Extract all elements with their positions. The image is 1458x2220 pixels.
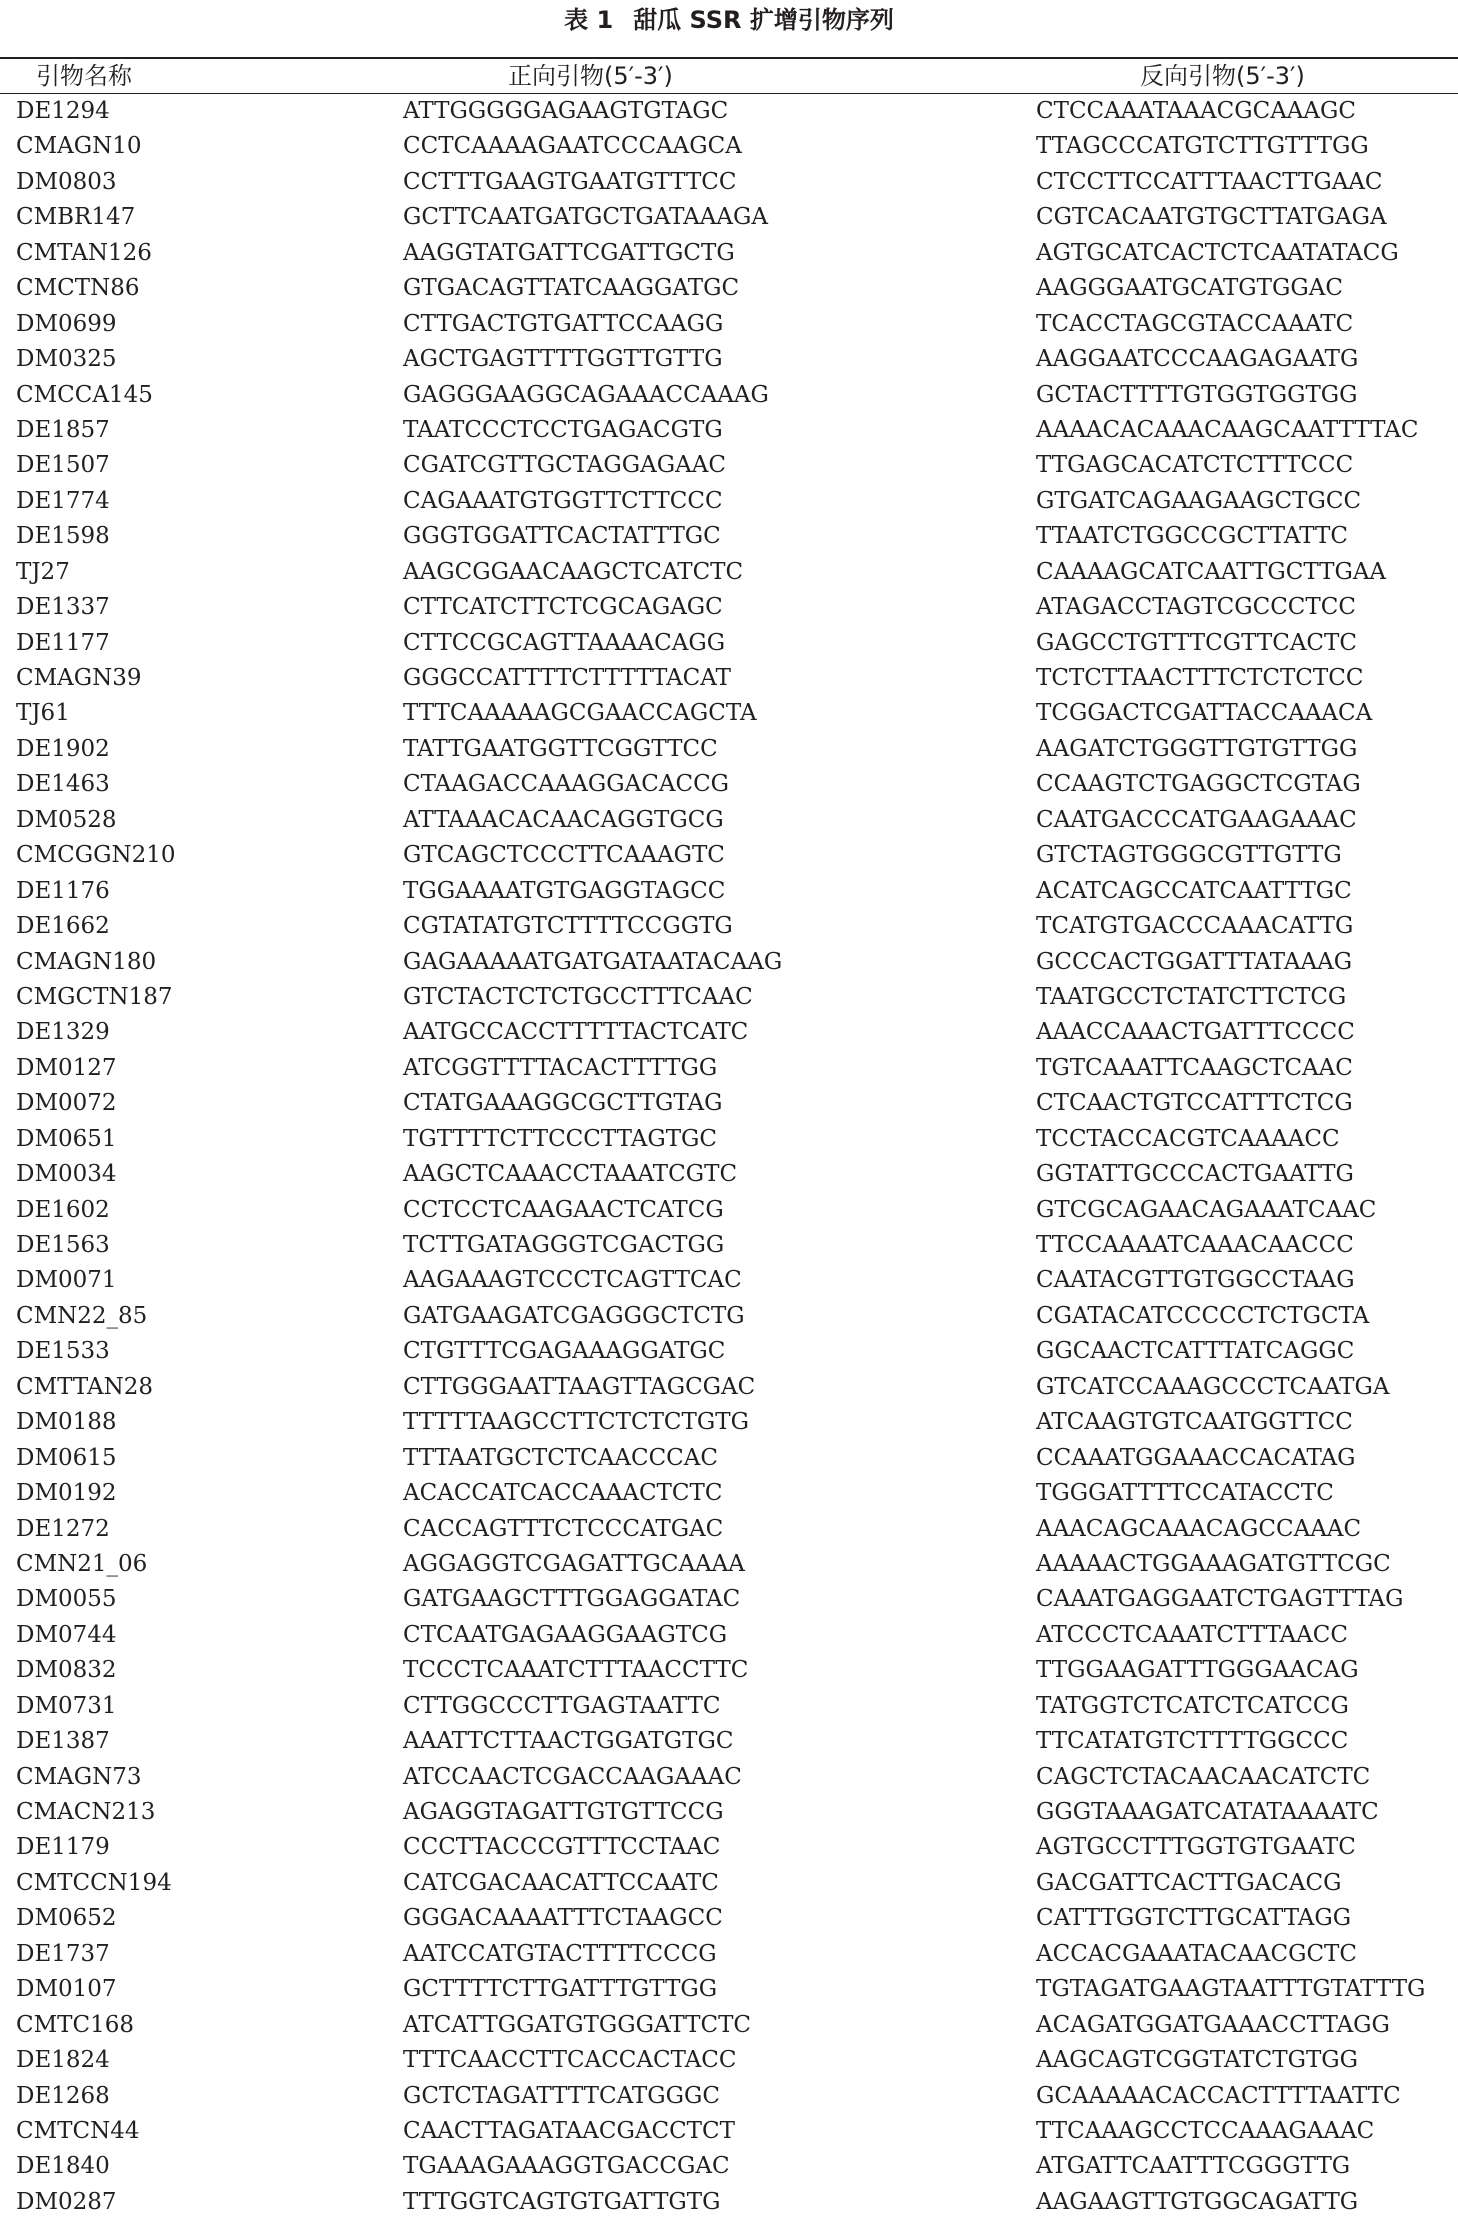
table-row	[0, 1122, 1458, 1157]
header-forward-primer: 正向引物(5′-3′)	[508, 62, 673, 90]
forward-primer-cell: AAATTCTTAACTGGATGTGC	[403, 1728, 734, 1755]
reverse-primer-cell: GTCGCAGAACAGAAATCAAC	[1036, 1196, 1377, 1223]
table-row	[0, 1405, 1458, 1440]
reverse-primer-cell: CAAATGAGGAATCTGAGTTTAG	[1036, 1586, 1404, 1613]
forward-primer-cell: GATGAAGATCGAGGGCTCTG	[403, 1302, 745, 1329]
primer-name-cell: CMTTAN28	[16, 1373, 154, 1400]
forward-primer-cell: GGGTGGATTCACTATTTGC	[403, 523, 721, 550]
table-row	[0, 1015, 1458, 1050]
forward-primer-cell: ATCATTGGATGTGGGATTCTC	[403, 2011, 752, 2038]
primer-name-cell: DE1177	[16, 629, 110, 656]
table-row	[0, 200, 1458, 235]
forward-primer-cell: ATCGGTTTTACACTTTTGG	[403, 1054, 718, 1081]
table-header-row	[0, 59, 1458, 93]
table-row	[0, 1441, 1458, 1476]
header-primer-name: 引物名称	[36, 62, 132, 90]
reverse-primer-cell: AAGGAATCCCAAGAGAATG	[1036, 346, 1359, 373]
forward-primer-cell: GTGACAGTTATCAAGGATGC	[403, 275, 740, 302]
table-row	[0, 1157, 1458, 1192]
table-row	[0, 1724, 1458, 1759]
forward-primer-cell: GCTTTTCTTGATTTGTTGG	[403, 1976, 718, 2003]
forward-primer-cell: ATTGGGGGAGAAGTGTAGC	[403, 98, 729, 124]
reverse-primer-cell: ATGATTCAATTTCGGGTTG	[1036, 2153, 1351, 2180]
primer-name-cell: DE1662	[16, 913, 110, 940]
table-row	[0, 1760, 1458, 1795]
primer-name-cell: DM0188	[16, 1409, 117, 1436]
table-row	[0, 2008, 1458, 2043]
reverse-primer-cell: TTCAAAGCCTCCAAAGAAAC	[1036, 2117, 1375, 2144]
forward-primer-cell: GCTCTAGATTTTCATGGGC	[403, 2082, 720, 2109]
reverse-primer-cell: GTCATCCAAAGCCCTCAATGA	[1036, 1373, 1390, 1400]
primer-name-cell: DE1602	[16, 1196, 110, 1223]
primer-name-cell: DE1387	[16, 1728, 110, 1755]
table-row	[0, 1086, 1458, 1121]
primer-name-cell: CMAGN180	[16, 948, 157, 975]
table-row	[0, 803, 1458, 838]
forward-primer-cell: TATTGAATGGTTCGGTTCC	[403, 735, 718, 762]
primer-name-cell: DM0731	[16, 1692, 117, 1719]
primer-name-cell: DE1840	[16, 2153, 110, 2180]
table-row	[0, 1476, 1458, 1511]
reverse-primer-cell: TGGGATTTTCCATACCTC	[1036, 1480, 1334, 1507]
forward-primer-cell: AGGAGGTCGAGATTGCAAAA	[403, 1550, 745, 1577]
forward-primer-cell: AATCCATGTACTTTTCCCG	[403, 1940, 717, 1967]
table-row	[0, 271, 1458, 306]
forward-primer-cell: TGAAAGAAAGGTGACCGAC	[403, 2153, 730, 2180]
table-row	[0, 1228, 1458, 1263]
forward-primer-cell: AGAGGTAGATTGTGTTCCG	[403, 1799, 724, 1825]
reverse-primer-cell: CTCCAAATAAACGCAAAGC	[1036, 98, 1356, 124]
forward-primer-cell: CCTCAAAAGAATCCCAAGCA	[403, 133, 742, 160]
table-row	[0, 2043, 1458, 2078]
reverse-primer-cell: TCGGACTCGATTACCAAACA	[1036, 700, 1373, 727]
reverse-primer-cell: GGGTAAAGATCATATAAAATC	[1036, 1799, 1379, 1825]
forward-primer-cell: AATGCCACCTTTTTACTCATC	[403, 1019, 749, 1046]
table-row	[0, 1972, 1458, 2007]
forward-primer-cell: CTTCATCTTCTCGCAGAGC	[403, 594, 723, 621]
primer-name-cell: CMTAN126	[16, 239, 152, 266]
reverse-primer-cell: GGCAACTCATTTATCAGGC	[1036, 1338, 1355, 1365]
primer-name-cell: DM0652	[16, 1905, 117, 1932]
primer-name-cell: DM0072	[16, 1090, 117, 1117]
reverse-primer-cell: TTGAGCACATCTCTTTCCC	[1036, 452, 1354, 479]
table-row	[0, 129, 1458, 164]
forward-primer-cell: CTTGGCCCTTGAGTAATTC	[403, 1692, 721, 1719]
forward-primer-cell: CTGTTTCGAGAAAGGATGC	[403, 1338, 726, 1365]
reverse-primer-cell: CTCCTTCCATTTAACTTGAAC	[1036, 168, 1383, 195]
table-row	[0, 1299, 1458, 1334]
primer-name-cell: DE1294	[16, 98, 110, 124]
primer-name-cell: DE1737	[16, 1940, 110, 1967]
table-row	[0, 448, 1458, 483]
reverse-primer-cell: AAACCAAACTGATTTCCCC	[1036, 1019, 1355, 1046]
forward-primer-cell: TGTTTTCTTCCCTTAGTGC	[403, 1125, 718, 1152]
forward-primer-cell: AGCTGAGTTTTGGTTGTTG	[403, 346, 723, 373]
reverse-primer-cell: TCTCTTAACTTTCTCTCTCC	[1036, 665, 1364, 691]
forward-primer-cell: CTTGACTGTGATTCCAAGG	[403, 310, 724, 337]
reverse-primer-cell: CAATGACCCATGAAGAAAC	[1036, 806, 1357, 833]
primer-name-cell: DE1463	[16, 771, 110, 798]
table-row	[0, 413, 1458, 448]
reverse-primer-cell: GACGATTCACTTGACACG	[1036, 1869, 1342, 1896]
table-row	[0, 1937, 1458, 1972]
table-row	[0, 1866, 1458, 1901]
reverse-primer-cell: ACATCAGCCATCAATTTGC	[1036, 877, 1352, 904]
primer-name-cell: CMAGN10	[16, 133, 142, 160]
primer-name-cell: CMTCN44	[16, 2117, 140, 2144]
table-row	[0, 2149, 1458, 2184]
primer-name-cell: DE1176	[16, 877, 110, 904]
table-row	[0, 945, 1458, 980]
primer-name-cell: DM0615	[16, 1444, 117, 1471]
table-row	[0, 909, 1458, 944]
table-row	[0, 1512, 1458, 1547]
primer-name-cell: CMTC168	[16, 2011, 134, 2038]
reverse-primer-cell: AAAACACAAACAAGCAATTTTAC	[1036, 416, 1419, 443]
reverse-primer-cell: CGTCACAATGTGCTTATGAGA	[1036, 204, 1387, 231]
reverse-primer-cell: TCCTACCACGTCAAAACC	[1036, 1125, 1340, 1152]
primer-name-cell: DM0832	[16, 1657, 117, 1684]
reverse-primer-cell: CCAAGTCTGAGGCTCGTAG	[1036, 771, 1361, 798]
primer-name-cell: CMCCA145	[16, 381, 153, 408]
table-row	[0, 1795, 1458, 1830]
reverse-primer-cell: CTCAACTGTCCATTTCTCG	[1036, 1090, 1353, 1117]
primer-name-cell: DE1857	[16, 416, 110, 443]
forward-primer-cell: CGTATATGTCTTTTCCGGTG	[403, 913, 733, 940]
reverse-primer-cell: GTCTAGTGGGCGTTGTTG	[1036, 842, 1342, 869]
table-row	[0, 1193, 1458, 1228]
forward-primer-cell: CCTTTGAAGTGAATGTTTCC	[403, 168, 737, 195]
forward-primer-cell: TCTTGATAGGGTCGACTGG	[403, 1232, 725, 1258]
forward-primer-cell: CTTGGGAATTAAGTTAGCGAC	[403, 1373, 756, 1400]
primer-name-cell: DE1272	[16, 1515, 110, 1542]
forward-primer-cell: CATCGACAACATTCCAATC	[403, 1869, 719, 1896]
reverse-primer-cell: TTAGCCCATGTCTTGTTTGG	[1036, 133, 1369, 160]
reverse-primer-cell: AAGATCTGGGTTGTGTTGG	[1036, 735, 1358, 762]
table-row	[0, 696, 1458, 731]
forward-primer-cell: GAGGGAAGGCAGAAACCAAAG	[403, 381, 769, 408]
reverse-primer-cell: GGTATTGCCCACTGAATTG	[1036, 1161, 1354, 1188]
reverse-primer-cell: ACCACGAAATACAACGCTC	[1036, 1940, 1357, 1967]
primer-name-cell: CMAGN73	[16, 1763, 142, 1790]
table-row	[0, 1618, 1458, 1653]
primer-name-cell: DE1533	[16, 1338, 110, 1365]
primer-name-cell: DE1774	[16, 487, 110, 514]
primer-name-cell: DE1563	[16, 1232, 110, 1258]
forward-primer-cell: CACCAGTTTCTCCCATGAC	[403, 1515, 724, 1542]
primer-name-cell: DE1179	[16, 1834, 110, 1861]
table-row	[0, 1582, 1458, 1617]
forward-primer-cell: CGATCGTTGCTAGGAGAAC	[403, 452, 726, 479]
forward-primer-cell: TGGAAAATGTGAGGTAGCC	[403, 877, 726, 904]
forward-primer-cell: GAGAAAAATGATGATAATACAAG	[403, 948, 783, 975]
table-row	[0, 838, 1458, 873]
forward-primer-cell: ATTAAACACAACAGGTGCG	[403, 806, 724, 833]
primer-name-cell: DM0034	[16, 1161, 117, 1188]
table-row	[0, 165, 1458, 200]
forward-primer-cell: TCCCTCAAATCTTTAACCTTC	[403, 1657, 749, 1684]
forward-primer-cell: AAGCTCAAACCTAAATCGTC	[403, 1161, 738, 1188]
primer-name-cell: DE1329	[16, 1019, 110, 1046]
reverse-primer-cell: GTGATCAGAAGAAGCTGCC	[1036, 487, 1362, 514]
forward-primer-cell: CAGAAATGTGGTTCTTCCC	[403, 487, 723, 514]
primer-name-cell: DM0107	[16, 1976, 117, 2003]
primer-name-cell: CMBR147	[16, 204, 136, 231]
primer-name-cell: DM0803	[16, 168, 117, 195]
table-row	[0, 2114, 1458, 2149]
forward-primer-cell: GTCAGCTCCCTTCAAAGTC	[403, 842, 725, 869]
primer-name-cell: CMN22_85	[16, 1302, 148, 1329]
primer-name-cell: CMN21_06	[16, 1550, 148, 1577]
table-row	[0, 1653, 1458, 1688]
table-row	[0, 378, 1458, 413]
reverse-primer-cell: AAACAGCAAACAGCCAAAC	[1036, 1515, 1362, 1542]
primer-name-cell: DM0192	[16, 1480, 117, 1507]
reverse-primer-cell: CATTTGGTCTTGCATTAGG	[1036, 1905, 1352, 1932]
table-row	[0, 2185, 1458, 2220]
table-number: 表 1	[564, 6, 614, 34]
table-row	[0, 94, 1458, 129]
table-row	[0, 1689, 1458, 1724]
reverse-primer-cell: AGTGCATCACTCTCAATATACG	[1036, 239, 1399, 266]
forward-primer-cell: GTCTACTCTCTGCCTTTCAAC	[403, 983, 753, 1010]
forward-primer-cell: ATCCAACTCGACCAAGAAAC	[403, 1763, 742, 1790]
table-row	[0, 590, 1458, 625]
reverse-primer-cell: GCTACTTTTGTGGTGGTGG	[1036, 381, 1358, 408]
primer-name-cell: TJ27	[16, 558, 70, 585]
reverse-primer-cell: CAAAAGCATCAATTGCTTGAA	[1036, 558, 1387, 585]
reverse-primer-cell: CCAAATGGAAACCACATAG	[1036, 1444, 1356, 1471]
forward-primer-cell: CTCAATGAGAAGGAAGTCG	[403, 1621, 728, 1648]
forward-primer-cell: GGGACAAAATTTCTAAGCC	[403, 1905, 723, 1932]
forward-primer-cell: TTTGGTCAGTGTGATTGTG	[403, 2188, 721, 2215]
primer-name-cell: DE1598	[16, 523, 110, 550]
primer-name-cell: DE1337	[16, 594, 110, 621]
primer-name-cell: DM0699	[16, 310, 117, 337]
table-row	[0, 236, 1458, 271]
reverse-primer-cell: TGTCAAATTCAAGCTCAAC	[1036, 1054, 1353, 1081]
forward-primer-cell: TTTCAAAAAGCGAACCAGCTA	[403, 700, 757, 727]
forward-primer-cell: AAGAAAGTCCCTCAGTTCAC	[403, 1267, 742, 1294]
primer-name-cell: TJ61	[16, 700, 70, 727]
forward-primer-cell: CCCTTACCCGTTTCCTAAC	[403, 1834, 721, 1861]
reverse-primer-cell: TTAATCTGGCCGCTTATTC	[1036, 523, 1348, 550]
primer-name-cell: DE1902	[16, 735, 110, 762]
primer-name-cell: DM0287	[16, 2188, 117, 2215]
reverse-primer-cell: GAGCCTGTTTCGTTCACTC	[1036, 629, 1357, 656]
table-body	[0, 94, 1458, 2220]
primer-name-cell: CMCTN86	[16, 275, 140, 302]
primer-name-cell: CMTCCN194	[16, 1869, 172, 1896]
table-row	[0, 555, 1458, 590]
reverse-primer-cell: ATAGACCTAGTCGCCCTCC	[1036, 594, 1356, 621]
reverse-primer-cell: ATCAAGTGTCAATGGTTCC	[1036, 1409, 1353, 1436]
primer-name-cell: CMCGGN210	[16, 842, 176, 869]
primer-name-cell: CMGCTN187	[16, 983, 173, 1010]
table-row	[0, 1051, 1458, 1086]
reverse-primer-cell: TCATGTGACCCAAACATTG	[1036, 913, 1354, 940]
table-row	[0, 1334, 1458, 1369]
reverse-primer-cell: TTGGAAGATTTGGGAACAG	[1036, 1657, 1359, 1684]
reverse-primer-cell: TCACCTAGCGTACCAAATC	[1036, 310, 1354, 337]
primer-name-cell: CMACN213	[16, 1799, 156, 1825]
reverse-primer-cell: TATGGTCTCATCTCATCCG	[1036, 1692, 1349, 1719]
primer-name-cell: DM0055	[16, 1586, 117, 1613]
header-reverse-primer: 反向引物(5′-3′)	[1140, 62, 1305, 90]
reverse-primer-cell: GCCCACTGGATTTATAAAG	[1036, 948, 1353, 975]
table-row	[0, 1901, 1458, 1936]
primer-name-cell: DM0325	[16, 346, 117, 373]
table-row	[0, 732, 1458, 767]
table-row	[0, 626, 1458, 661]
reverse-primer-cell: CGATACATCCCCCTCTGCTA	[1036, 1302, 1370, 1329]
primer-name-cell: DE1507	[16, 452, 110, 479]
primer-name-cell: DM0744	[16, 1621, 117, 1648]
reverse-primer-cell: CAATACGTTGTGGCCTAAG	[1036, 1267, 1355, 1294]
reverse-primer-cell: ACAGATGGATGAAACCTTAGG	[1036, 2011, 1390, 2038]
primer-name-cell: DE1268	[16, 2082, 110, 2109]
reverse-primer-cell: AAGAAGTTGTGGCAGATTG	[1036, 2188, 1359, 2215]
table-row	[0, 1263, 1458, 1298]
primer-name-cell: CMAGN39	[16, 665, 142, 691]
reverse-primer-cell: TTCCAAAATCAAACAACCC	[1036, 1232, 1354, 1258]
forward-primer-cell: TTTAATGCTCTCAACCCAC	[403, 1444, 718, 1471]
table-row	[0, 1547, 1458, 1582]
forward-primer-cell: TTTCAACCTTCACCACTACC	[403, 2047, 737, 2074]
forward-primer-cell: GATGAAGCTTTGGAGGATAC	[403, 1586, 741, 1613]
reverse-primer-cell: GCAAAAACACCACTTTTAATTC	[1036, 2082, 1401, 2109]
forward-primer-cell: CTTCCGCAGTTAAAACAGG	[403, 629, 726, 656]
reverse-primer-cell: AGTGCCTTTGGTGTGAATC	[1036, 1834, 1356, 1861]
table-title: 甜瓜 SSR 扩增引物序列	[633, 6, 894, 34]
primer-name-cell: DM0071	[16, 1267, 117, 1294]
forward-primer-cell: GGGCCATTTTCTTTTTACAT	[403, 665, 731, 691]
table-row	[0, 661, 1458, 696]
primer-name-cell: DM0651	[16, 1125, 117, 1152]
forward-primer-cell: TAATCCCTCCTGAGACGTG	[403, 416, 723, 443]
reverse-primer-cell: AAAAACTGGAAAGATGTTCGC	[1036, 1550, 1391, 1577]
reverse-primer-cell: ATCCCTCAAATCTTTAACC	[1036, 1621, 1348, 1648]
reverse-primer-cell: TGTAGATGAAGTAATTTGTATTTG	[1036, 1976, 1426, 2003]
table-row	[0, 1370, 1458, 1405]
forward-primer-cell: CCTCCTCAAGAACTCATCG	[403, 1196, 724, 1223]
forward-primer-cell: CTAAGACCAAAGGACACCG	[403, 771, 730, 798]
table-row	[0, 519, 1458, 554]
reverse-primer-cell: TAATGCCTCTATCTTCTCG	[1036, 983, 1347, 1010]
primer-name-cell: DE1824	[16, 2047, 110, 2074]
reverse-primer-cell: TTCATATGTCTTTTGGCCC	[1036, 1728, 1349, 1755]
table-row	[0, 342, 1458, 377]
primer-name-cell: DM0127	[16, 1054, 117, 1081]
reverse-primer-cell: CAGCTCTACAACAACATCTC	[1036, 1763, 1371, 1790]
table-caption	[0, 0, 1458, 40]
reverse-primer-cell: AAGCAGTCGGTATCTGTGG	[1036, 2047, 1359, 2074]
forward-primer-cell: CAACTTAGATAACGACCTCT	[403, 2117, 735, 2144]
table-row	[0, 980, 1458, 1015]
forward-primer-cell: CTATGAAAGGCGCTTGTAG	[403, 1090, 723, 1117]
table-row	[0, 767, 1458, 802]
primer-name-cell: DM0528	[16, 806, 117, 833]
forward-primer-cell: AAGCGGAACAAGCTCATCTC	[403, 558, 744, 585]
table-row	[0, 1830, 1458, 1865]
forward-primer-cell: GCTTCAATGATGCTGATAAAGA	[403, 204, 768, 231]
table-row	[0, 307, 1458, 342]
reverse-primer-cell: AAGGGAATGCATGTGGAC	[1036, 275, 1343, 302]
table-row	[0, 874, 1458, 909]
table-row	[0, 2079, 1458, 2114]
forward-primer-cell: ACACCATCACCAAACTCTC	[403, 1480, 723, 1507]
table-row	[0, 484, 1458, 519]
forward-primer-cell: TTTTTAAGCCTTCTCTCTGTG	[403, 1409, 749, 1436]
forward-primer-cell: AAGGTATGATTCGATTGCTG	[403, 239, 735, 266]
